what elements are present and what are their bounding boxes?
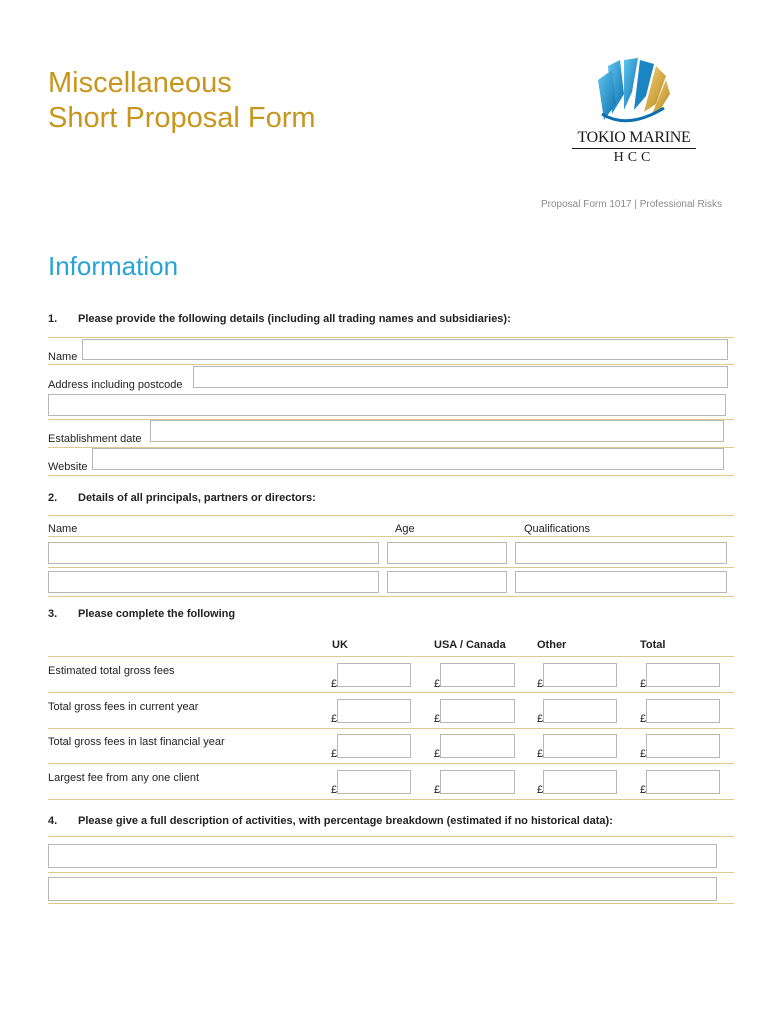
fees-usa-input[interactable]: [440, 770, 515, 794]
divider: [48, 475, 734, 476]
q3-text: Please complete the following: [78, 608, 236, 620]
principal-age-input[interactable]: [387, 542, 507, 564]
activities-description-input[interactable]: [48, 844, 717, 868]
logo-sub: HCC: [613, 150, 655, 165]
principal-qualifications-header: Qualifications: [524, 523, 591, 535]
currency-symbol: £: [640, 713, 647, 725]
name-label: Name: [48, 351, 78, 363]
q3-number: 3.: [48, 608, 58, 620]
col-uk-header: UK: [332, 639, 348, 651]
divider: [48, 872, 734, 873]
fees-total-input[interactable]: [646, 699, 720, 723]
q4-text: Please give a full description of activities, with percentage breakdown (estimated if no historical data):: [78, 815, 613, 827]
fees-total-input[interactable]: [646, 770, 720, 794]
currency-symbol: £: [640, 678, 647, 690]
fees-uk-input[interactable]: [337, 699, 411, 723]
currency-symbol: £: [537, 784, 544, 796]
divider: [48, 728, 734, 729]
fees-other-input[interactable]: [543, 663, 617, 687]
principal-name-header: Name: [48, 523, 78, 535]
q2-number: 2.: [48, 492, 58, 504]
fees-row-label: Total gross fees in last financial year: [48, 736, 225, 748]
divider: [48, 515, 734, 516]
currency-symbol: £: [331, 784, 338, 796]
logo-name: TOKIO MARINE: [577, 129, 691, 146]
col-total-header: Total: [640, 639, 666, 651]
divider: [48, 337, 734, 338]
website-input[interactable]: [92, 448, 724, 470]
fees-usa-input[interactable]: [440, 663, 515, 687]
principal-qualifications-input[interactable]: [515, 571, 727, 593]
currency-symbol: £: [640, 784, 647, 796]
fees-row-label: Total gross fees in current year: [48, 701, 199, 713]
activities-description-input[interactable]: [48, 877, 717, 901]
principal-age-input[interactable]: [387, 571, 507, 593]
fees-uk-input[interactable]: [337, 770, 411, 794]
fees-total-input[interactable]: [646, 734, 720, 758]
address-label: Address including postcode: [48, 379, 183, 391]
currency-symbol: £: [434, 713, 441, 725]
section-heading: Information: [48, 251, 179, 281]
divider: [48, 364, 734, 365]
divider: [48, 763, 734, 764]
currency-symbol: £: [537, 748, 544, 760]
establishment-date-label: Establishment date: [48, 433, 142, 445]
address-input[interactable]: [193, 366, 728, 388]
q4-number: 4.: [48, 815, 58, 827]
divider: [48, 536, 734, 537]
divider: [48, 903, 734, 904]
currency-symbol: £: [434, 784, 441, 796]
fees-other-input[interactable]: [543, 734, 617, 758]
fees-uk-input[interactable]: [337, 734, 411, 758]
fees-row-label: Largest fee from any one client: [48, 772, 200, 784]
fees-total-input[interactable]: [646, 663, 720, 687]
q1-number: 1.: [48, 313, 58, 325]
divider: [48, 836, 734, 837]
fees-uk-input[interactable]: [337, 663, 411, 687]
currency-symbol: £: [537, 678, 544, 690]
col-other-header: Other: [537, 639, 567, 651]
col-usa-header: USA / Canada: [434, 639, 506, 651]
principal-name-input[interactable]: [48, 542, 379, 564]
divider: [48, 596, 734, 597]
divider: [48, 656, 734, 657]
fees-row-label: Estimated total gross fees: [48, 665, 175, 677]
form-subtitle: Proposal Form 1017 | Professional Risks: [540, 199, 722, 210]
currency-symbol: £: [331, 713, 338, 725]
establishment-date-input[interactable]: [150, 420, 724, 442]
principal-qualifications-input[interactable]: [515, 542, 727, 564]
currency-symbol: £: [537, 713, 544, 725]
fees-other-input[interactable]: [543, 770, 617, 794]
currency-symbol: £: [434, 748, 441, 760]
principal-age-header: Age: [395, 523, 415, 535]
title-line-2: Short Proposal Form: [48, 102, 316, 134]
divider: [48, 567, 734, 568]
currency-symbol: £: [331, 748, 338, 760]
address-input-line-2[interactable]: [48, 394, 726, 416]
currency-symbol: £: [640, 748, 647, 760]
title-line-1: Miscellaneous: [48, 67, 232, 99]
fees-usa-input[interactable]: [440, 734, 515, 758]
website-label: Website: [48, 461, 88, 473]
fees-usa-input[interactable]: [440, 699, 515, 723]
divider: [48, 799, 734, 800]
q2-text: Details of all principals, partners or directors:: [78, 492, 316, 504]
page-title: [48, 66, 316, 136]
q1-text: Please provide the following details (including all trading names and subsidiaries):: [78, 313, 511, 325]
currency-symbol: £: [331, 678, 338, 690]
logo-divider: [572, 148, 696, 149]
divider: [48, 692, 734, 693]
fees-other-input[interactable]: [543, 699, 617, 723]
principal-name-input[interactable]: [48, 571, 379, 593]
name-input[interactable]: [82, 339, 728, 360]
currency-symbol: £: [434, 678, 441, 690]
